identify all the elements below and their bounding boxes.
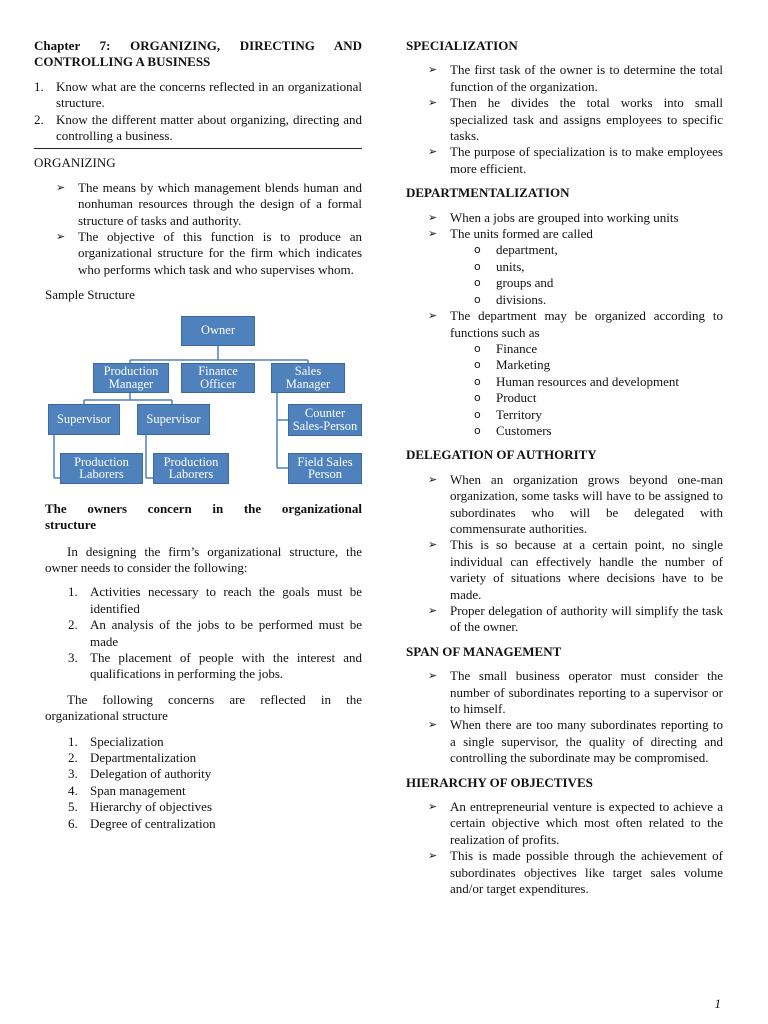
list-text: Specialization [90,733,164,749]
circle-bullet-icon: o [474,259,481,273]
bullet-item [406,95,723,144]
org-chart [34,316,362,506]
bullet-item [406,537,723,603]
sub-list-text: Finance [496,340,538,356]
circle-bullet-icon: o [474,276,481,290]
organizing-heading: ORGANIZING [34,155,116,171]
sub-list-text: Marketing [496,357,551,373]
arrow-bullet-icon: ➢ [428,538,438,552]
bullet-item [406,603,723,636]
org-box-supervisor-1: Supervisor [48,404,120,435]
bullet-text: The units formed are called [450,226,593,242]
specialization-heading: SPECIALIZATION [406,38,518,53]
bullet-text: The small business operator must consider the number of subordinates reporting to a supervisor or to himself. [450,668,723,717]
hierarchy-bullets [406,799,723,897]
bullet-text: When a jobs are grouped into working units [450,209,679,225]
arrow-bullet-icon: ➢ [428,63,438,77]
arrow-bullet-icon: ➢ [56,180,66,194]
bullet-item [406,210,723,226]
sub-list-text: Customers [496,422,552,438]
arrow-bullet-icon: ➢ [428,96,438,110]
sub-list-text: groups and [496,275,554,291]
bullet-text: When an organization grows beyond one-man organization, some tasks will have to be assigned to subordinates who will be delegated with commensurate authorities. [450,471,723,536]
arrow-bullet-icon: ➢ [428,604,438,617]
bullet-item [406,226,723,242]
list-text: Departmentalization [90,749,197,765]
list-number: 2. [34,111,44,127]
list-number: 6. [68,815,78,831]
bullet-item [34,180,362,229]
list-text: Know the different matter about organizing, directing and controlling a business. [56,111,362,144]
sub-list-item [406,259,723,275]
span-bullets [406,668,723,766]
sub-list-item [406,275,723,291]
circle-bullet-icon: o [474,292,481,306]
organizing-bullets [34,180,362,278]
bullet-text: The first task of the owner is to determine the total function of the organization. [450,62,723,94]
hierarchy-heading: HIERARCHY OF OBJECTIVES [406,774,593,790]
sample-structure-label: Sample Structure [45,287,135,303]
department-units-list [406,242,723,308]
sub-list-text: units, [496,258,525,274]
delegation-bullets [406,472,723,636]
list-text: Delegation of authority [90,766,212,782]
org-box-owner: Owner [181,316,255,346]
bullet-item [406,144,723,177]
arrow-bullet-icon: ➢ [428,145,438,159]
arrow-bullet-icon: ➢ [428,800,438,814]
arrow-bullet-icon: ➢ [428,227,438,241]
section-divider [34,148,362,149]
bullet-text: An entrepreneurial venture is expected to achieve a certain objective which most often related to the realization of profits. [450,799,723,847]
concerns-list [34,734,362,832]
list-item [34,79,362,112]
org-box-production-laborers-2: Production Laborers [153,453,229,484]
bullet-text: When there are too many subordinates reporting to a single supervisor, the quality of directing and controlling the subordinate may be compromised. [450,717,723,766]
list-text: Activities necessary to reach the goals must be identified [90,584,362,616]
bullet-item [406,472,723,538]
list-item [68,617,362,650]
left-column [34,38,362,832]
bullet-text: Then he divides the total works into small specialized task and assigns employees to specific tasks. [450,95,723,144]
departmentalization-heading: DEPARTMENTALIZATION [406,185,570,201]
circle-bullet-icon: o [474,374,481,388]
list-item [68,783,362,799]
span-heading: SPAN OF MANAGEMENT [406,643,562,659]
list-text: Hierarchy of objectives [90,799,213,815]
bullet-text: The purpose of specialization is to make employees more efficient. [450,144,723,176]
circle-bullet-icon: o [474,391,481,405]
bullet-item [406,848,723,897]
list-number: 1. [68,733,78,749]
org-box-production-laborers-1: Production Laborers [60,453,143,484]
list-number: 3. [68,649,78,665]
chapter-title: Chapter 7: ORGANIZING, DIRECTING AND CONTROLLING A BUSINESS [34,38,362,70]
list-item [68,816,362,832]
circle-bullet-icon: o [474,423,481,437]
bullet-text: Proper delegation of authority will simplify the task of the owner. [450,603,723,635]
arrow-bullet-icon: ➢ [428,718,438,732]
list-text: An analysis of the jobs to be performed must be made [90,617,362,649]
list-item [68,766,362,782]
circle-bullet-icon: o [474,407,481,421]
org-box-counter-sales: Counter Sales-Person [288,404,362,436]
specialization-bullets [406,62,723,177]
list-item [68,799,362,815]
design-paragraph: In designing the firm’s organizational structure, the owner needs to consider the following: [45,543,362,575]
sub-list-item [406,242,723,258]
arrow-bullet-icon: ➢ [428,309,438,323]
bullet-text: The objective of this function is to produce an organizational structure for the firm which indicates who performs which task and who supervises whom. [78,229,362,277]
sub-list-text: Product [496,390,537,406]
list-number: 3. [68,766,78,782]
list-item [68,734,362,750]
bullet-text: The department may be organized according to functions such as [450,308,723,340]
list-item [68,650,362,683]
list-number: 2. [68,749,78,765]
sub-list-item [406,357,723,373]
arrow-bullet-icon: ➢ [428,849,438,863]
list-number: 5. [68,799,78,815]
org-box-finance-officer: Finance Officer [181,363,255,393]
delegation-heading: DELEGATION OF AUTHORITY [406,447,597,463]
bullet-text: This is made possible through the achievement of subordinates objectives like target sales volume and/or target expenditures. [450,848,723,897]
circle-bullet-icon: o [474,243,481,257]
arrow-bullet-icon: ➢ [56,230,66,244]
list-item [68,584,362,617]
sub-list-text: Human resources and development [496,373,680,389]
list-number: 1. [34,78,44,94]
concerns-paragraph: The following concerns are reflected in the organizational structure [45,691,362,724]
sub-list-item [406,407,723,423]
bullet-item [406,717,723,766]
list-number: 2. [68,617,78,633]
list-item [34,112,362,145]
objectives-list [34,79,362,145]
list-item [68,750,362,766]
bullet-item [406,668,723,717]
list-text: Span management [90,782,186,798]
bullet-item [34,229,362,278]
concern-heading: The owners concern in the organizational [45,500,362,516]
bullet-text: This is so because at a certain point, no single individual can effectively handle the number of variety of situations where decisions have to be made. [450,537,723,602]
org-box-field-sales: Field Sales Person [288,453,362,484]
sub-list-text: divisions. [496,291,547,307]
bullet-text: The means by which management blends human and nonhuman resources through the design of a formal structure of tasks and authority. [78,179,362,228]
departmentalization-bullets [406,210,723,243]
sub-list-item [406,390,723,406]
circle-bullet-icon: o [474,341,481,355]
departmentalization-bullets-continued [406,308,723,341]
sub-list-item [406,341,723,357]
org-box-supervisor-2: Supervisor [137,404,210,435]
bullet-item [406,62,723,95]
arrow-bullet-icon: ➢ [428,472,438,486]
list-number: 1. [68,584,78,600]
page-number: 1 [714,996,721,1011]
department-functions-list [406,341,723,439]
list-text: Know what are the concerns reflected in an organizational structure. [56,78,362,111]
org-box-sales-manager: Sales Manager [271,363,345,393]
bullet-item [406,799,723,848]
sub-list-item [406,374,723,390]
right-column [406,38,723,898]
design-list [34,584,362,682]
list-text: Degree of centralization [90,815,216,831]
sub-list-text: Territory [496,406,543,422]
sub-list-item [406,292,723,308]
list-text: The placement of people with the interest and qualifications in performing the jobs. [90,649,362,682]
arrow-bullet-icon: ➢ [428,669,438,683]
sub-list-text: department, [496,242,558,258]
arrow-bullet-icon: ➢ [428,210,438,224]
concern-heading-continued: structure [45,517,97,533]
sub-list-item [406,423,723,439]
circle-bullet-icon: o [474,358,481,372]
bullet-item [406,308,723,341]
list-number: 4. [68,782,78,798]
org-box-production-manager: Production Manager [93,363,169,393]
